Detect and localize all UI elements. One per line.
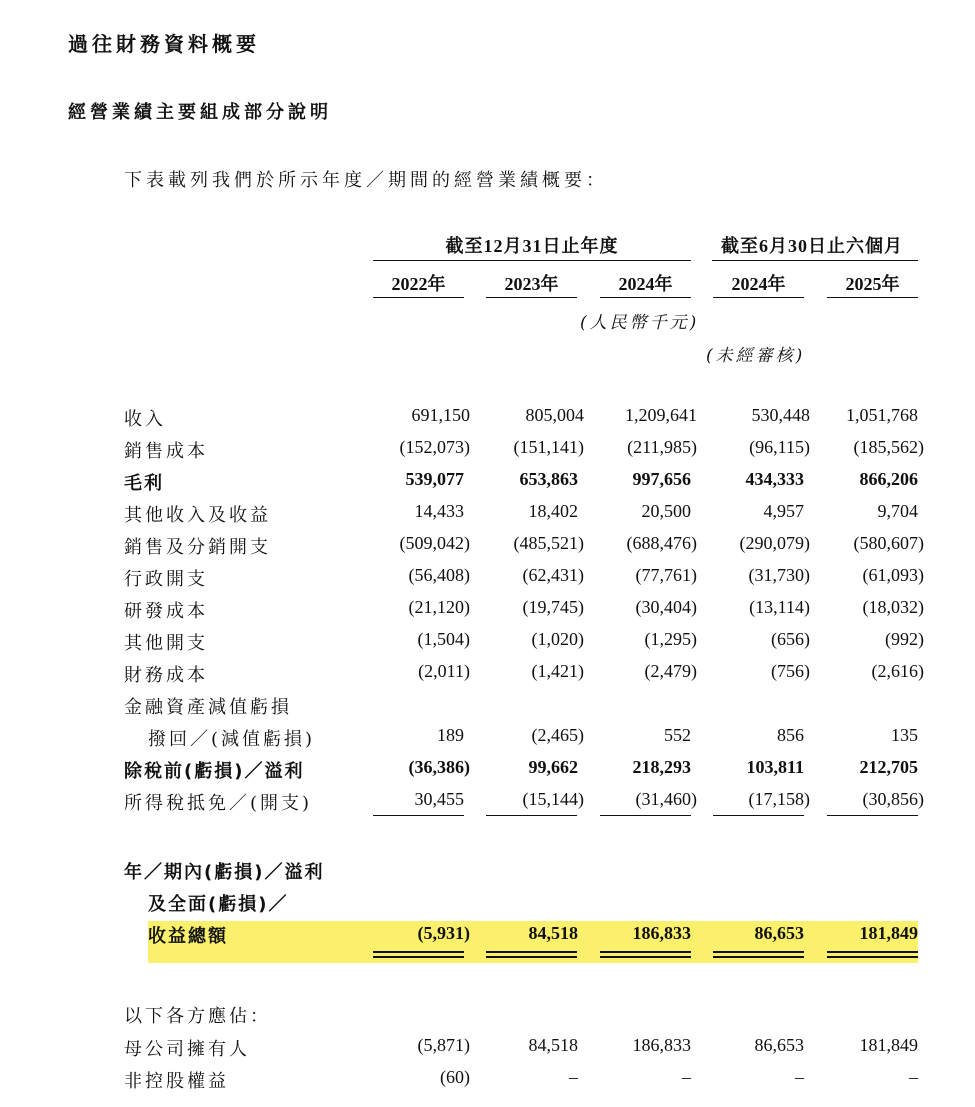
row-label-selling-expenses: 銷售及分銷開支 xyxy=(124,537,271,558)
table-cell: (21,120) xyxy=(408,597,470,617)
table-cell: 186,833 xyxy=(632,1035,691,1055)
table-cell: 189 xyxy=(437,725,464,745)
table-cell: (62,431) xyxy=(522,565,584,585)
year-underline xyxy=(827,297,918,298)
row-label-owners: 母公司擁有人 xyxy=(124,1039,250,1060)
table-cell: – xyxy=(909,1067,918,1087)
year-underline xyxy=(713,297,804,298)
table-cell: 691,150 xyxy=(411,405,470,425)
table-cell: 434,333 xyxy=(745,469,804,489)
table-cell: 84,518 xyxy=(528,1035,578,1055)
attributable-heading: 以下各方應佔： xyxy=(124,1006,271,1027)
table-cell: (5,871) xyxy=(417,1035,470,1055)
double-rule xyxy=(713,951,804,953)
table-cell: 1,209,641 xyxy=(625,405,697,425)
year-header-2024: 2024年 xyxy=(618,274,673,294)
table-cell: 186,833 xyxy=(632,923,691,943)
table-cell: (30,404) xyxy=(635,597,697,617)
row-label-impairment-reversal: 撥回／(減值虧損) xyxy=(148,729,316,750)
row-label-rnd-costs: 研發成本 xyxy=(124,601,208,622)
table-cell: (31,730) xyxy=(748,565,810,585)
table-cell: 99,662 xyxy=(528,757,578,777)
year-header-2023: 2023年 xyxy=(504,274,559,294)
row-label-revenue: 收入 xyxy=(124,409,166,430)
double-rule xyxy=(600,956,691,958)
group-header-period: 截至6月30日止六個月 xyxy=(721,236,903,256)
row-label-gross-profit: 毛利 xyxy=(124,473,164,494)
row-label-cost-of-sales: 銷售成本 xyxy=(124,441,208,462)
table-cell: 530,448 xyxy=(751,405,810,425)
table-cell: 181,849 xyxy=(859,923,918,943)
row-label-admin-expenses: 行政開支 xyxy=(124,569,208,590)
year-underline xyxy=(486,297,577,298)
table-cell: (2,465) xyxy=(531,725,584,745)
table-cell: (509,042) xyxy=(399,533,470,553)
table-cell: (580,607) xyxy=(853,533,924,553)
table-cell: (290,079) xyxy=(739,533,810,553)
table-cell: 9,704 xyxy=(877,501,918,521)
double-rule xyxy=(486,951,577,953)
row-label-impairment: 金融資產減值虧損 xyxy=(124,697,292,718)
table-cell: 856 xyxy=(777,725,804,745)
table-cell: 18,402 xyxy=(528,501,578,521)
table-cell: 1,051,768 xyxy=(846,405,918,425)
table-cell: (151,141) xyxy=(513,437,584,457)
subtotal-rule xyxy=(827,815,918,816)
table-cell: (2,479) xyxy=(644,661,697,681)
total-label-line2: 及全面(虧損)／ xyxy=(148,894,289,915)
table-cell: (2,616) xyxy=(871,661,924,681)
table-cell: (185,562) xyxy=(853,437,924,457)
row-label-other-expenses: 其他開支 xyxy=(124,633,208,654)
total-label-line1: 年／期內(虧損)／溢利 xyxy=(124,862,325,883)
section-title: 經營業績主要組成部分說明 xyxy=(68,102,332,123)
currency-note: (人民幣千元) xyxy=(580,313,700,333)
table-cell: (96,115) xyxy=(749,437,810,457)
double-rule xyxy=(827,951,918,953)
table-cell: (992) xyxy=(885,629,924,649)
table-cell: (61,093) xyxy=(862,565,924,585)
table-cell: (17,158) xyxy=(748,789,810,809)
double-rule xyxy=(373,951,464,953)
row-label-other-income: 其他收入及收益 xyxy=(124,505,271,526)
table-cell: – xyxy=(569,1067,578,1087)
table-cell: (211,985) xyxy=(627,437,697,457)
subtotal-rule xyxy=(600,815,691,816)
subtotal-rule xyxy=(713,815,804,816)
year-header-2022: 2022年 xyxy=(391,274,446,294)
table-cell: (656) xyxy=(771,629,810,649)
table-cell: (688,476) xyxy=(626,533,697,553)
table-cell: (31,460) xyxy=(635,789,697,809)
table-cell: 86,653 xyxy=(754,1035,804,1055)
double-rule xyxy=(713,956,804,958)
table-cell: 20,500 xyxy=(641,501,691,521)
table-cell: 103,811 xyxy=(746,757,804,777)
table-cell: 135 xyxy=(891,725,918,745)
year-header-2024-h1: 2024年 xyxy=(731,274,786,294)
group-header-year: 截至12月31日止年度 xyxy=(445,236,619,256)
double-rule xyxy=(486,956,577,958)
table-cell: (5,931) xyxy=(417,923,470,943)
row-label-profit-before-tax: 除稅前(虧損)／溢利 xyxy=(124,761,305,782)
table-cell: (19,745) xyxy=(522,597,584,617)
table-cell: 86,653 xyxy=(754,923,804,943)
table-cell: – xyxy=(795,1067,804,1087)
table-cell: (13,114) xyxy=(749,597,810,617)
table-cell: 14,433 xyxy=(414,501,464,521)
table-cell: (1,020) xyxy=(531,629,584,649)
table-cell: 4,957 xyxy=(763,501,804,521)
year-underline xyxy=(373,297,464,298)
table-cell: (2,011) xyxy=(418,661,470,681)
table-cell: (1,421) xyxy=(531,661,584,681)
table-cell: (77,761) xyxy=(635,565,697,585)
table-cell: 653,863 xyxy=(519,469,578,489)
intro-text: 下表載列我們於所示年度／期間的經營業績概要： xyxy=(124,170,608,191)
table-cell: 997,656 xyxy=(632,469,691,489)
row-label-nci: 非控股權益 xyxy=(124,1071,229,1092)
table-cell: (152,073) xyxy=(399,437,470,457)
year-underline xyxy=(600,297,691,298)
row-label-income-tax: 所得稅抵免／(開支) xyxy=(124,793,313,814)
table-cell: (18,032) xyxy=(862,597,924,617)
table-cell: 539,077 xyxy=(405,469,464,489)
subtotal-rule xyxy=(486,815,577,816)
table-cell: (36,386) xyxy=(408,757,470,777)
table-cell: (485,521) xyxy=(513,533,584,553)
table-cell: 552 xyxy=(664,725,691,745)
table-cell: 212,705 xyxy=(859,757,918,777)
table-cell: 84,518 xyxy=(528,923,578,943)
group-underline-period xyxy=(712,260,918,261)
group-underline-year xyxy=(373,260,691,261)
row-label-finance-costs: 財務成本 xyxy=(124,665,208,686)
subtotal-rule xyxy=(373,815,464,816)
table-cell: 30,455 xyxy=(414,789,464,809)
year-header-2025-h1: 2025年 xyxy=(845,274,900,294)
table-cell: (1,504) xyxy=(417,629,470,649)
table-cell: (60) xyxy=(440,1067,470,1087)
double-rule xyxy=(373,956,464,958)
page-title: 過往財務資料概要 xyxy=(68,32,260,56)
unaudited-note: (未經審核) xyxy=(706,346,806,366)
table-cell: 218,293 xyxy=(632,757,691,777)
table-cell: (56,408) xyxy=(408,565,470,585)
table-cell: (30,856) xyxy=(862,789,924,809)
table-cell: 866,206 xyxy=(859,469,918,489)
double-rule xyxy=(827,956,918,958)
table-cell: (1,295) xyxy=(644,629,697,649)
table-cell: 181,849 xyxy=(859,1035,918,1055)
table-cell: 805,004 xyxy=(525,405,584,425)
table-cell: – xyxy=(682,1067,691,1087)
table-cell: (15,144) xyxy=(522,789,584,809)
double-rule xyxy=(600,951,691,953)
table-cell: (756) xyxy=(771,661,810,681)
total-label-line3: 收益總額 xyxy=(148,926,228,947)
